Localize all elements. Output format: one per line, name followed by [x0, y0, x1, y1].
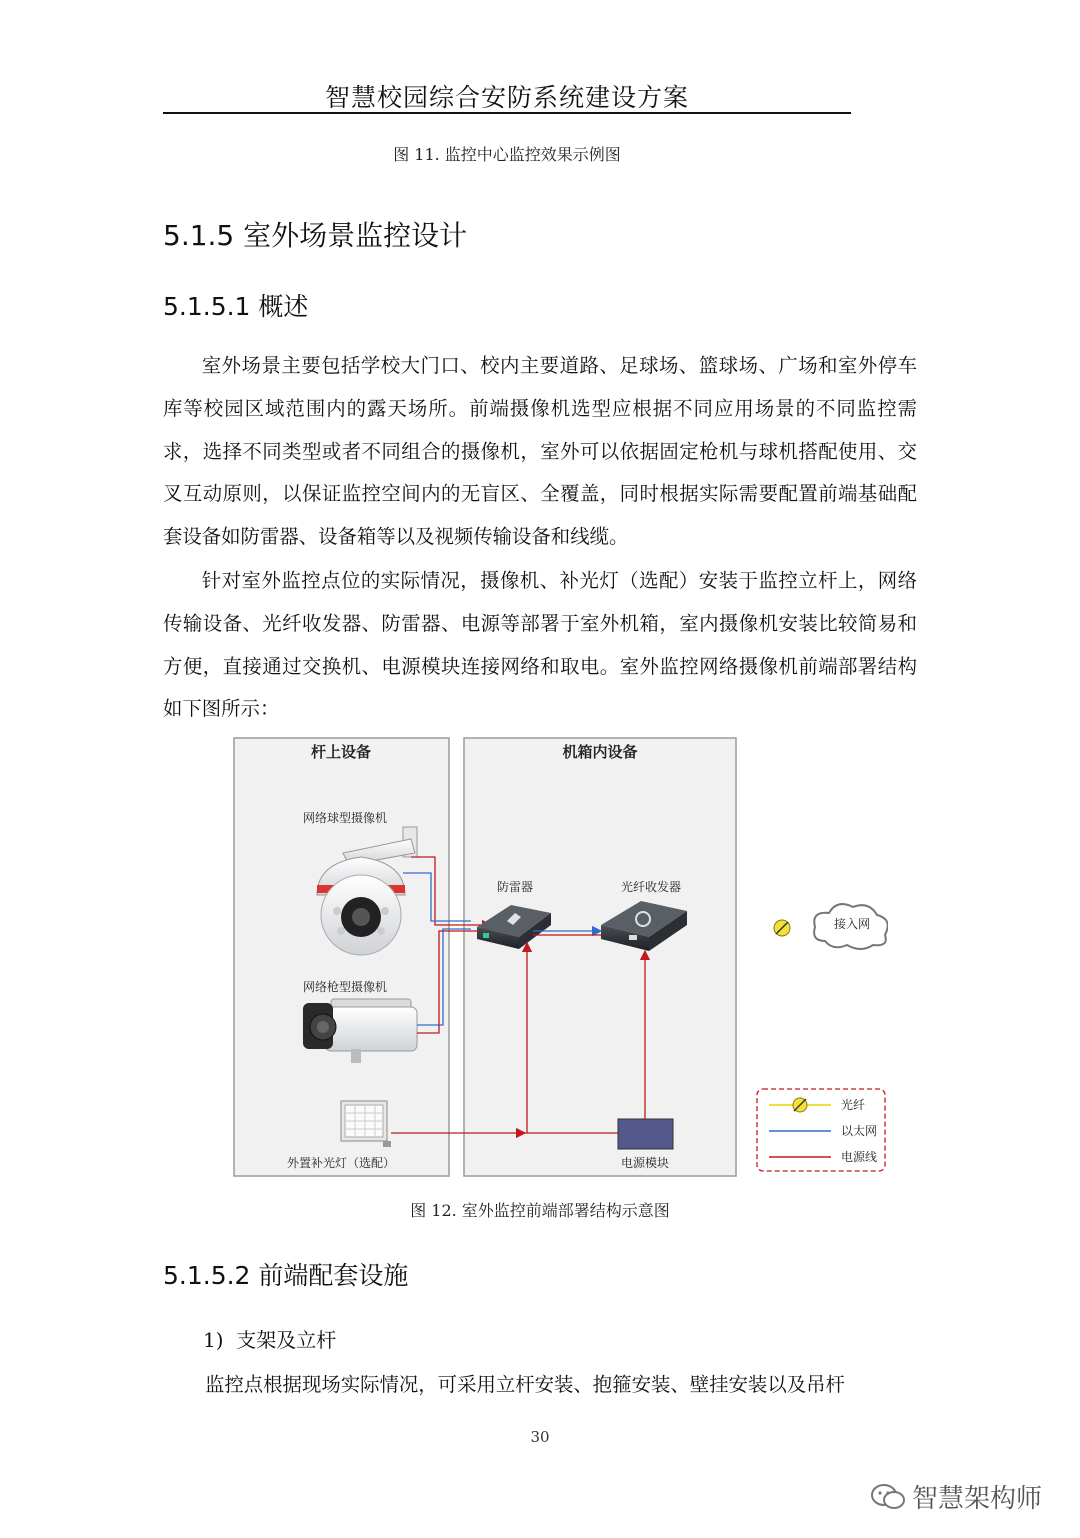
- paragraph-2: 针对室外监控点位的实际情况，摄像机、补光灯（选配）安装于监控立杆上，网络传输设备、光纤收发器、防雷器、电源等部署于室外机箱，室内摄像机安装比较简易和方便，直接通过交换机、电源模块连接网络和取电。室外监控网络摄像机前端部署结构如下图所示：: [163, 569, 917, 721]
- section-title: 室外场景监控设计: [243, 219, 468, 252]
- subsection-heading-facilities: [163, 1256, 408, 1292]
- subsection-number: 5.1.5.2: [163, 1261, 251, 1290]
- fiber-transceiver-label: 光纤收发器: [620, 880, 682, 894]
- header-title: 智慧校园综合安防系统建设方案: [324, 83, 689, 112]
- bullet-camera-label: 网络枪型摄像机: [302, 980, 388, 994]
- list-item-marker: 1): [203, 1328, 224, 1352]
- fill-light-label: 外置补光灯（选配）: [286, 1156, 396, 1170]
- panel-left-title: 杆上设备: [310, 743, 372, 761]
- list-item-text: 支架及立杆: [236, 1328, 337, 1352]
- power-module-label: 电源模块: [620, 1156, 670, 1170]
- subsection-number: 5.1.5.1: [163, 292, 251, 321]
- legend-power-label: 电源线: [841, 1150, 878, 1164]
- legend-fiber-label: 光纤: [841, 1098, 866, 1112]
- access-network-label: 接入网: [833, 917, 871, 931]
- fiber-symbol-icon: [774, 920, 790, 936]
- deployment-diagram: [233, 735, 888, 1177]
- continued-paragraph: 监控点根据现场实际情况，可采用立杆安装、抱箍安装、壁挂安装以及吊杆: [205, 1373, 845, 1396]
- dome-camera-label: 网络球型摄像机: [302, 811, 388, 825]
- section-heading: [163, 214, 467, 254]
- power-module-icon: [618, 1119, 673, 1149]
- watermark: [870, 1478, 1042, 1515]
- panel-right-title: 机箱内设备: [562, 743, 638, 761]
- panel-cabinet-equipment: [464, 738, 736, 1176]
- paragraph-1: 室外场景主要包括学校大门口、校内主要道路、足球场、篮球场、广场和室外停车库等校园区域范围内的露天场所。前端摄像机选型应根据不同应用场景的不同监控需求，选择不同类型或者不同组合的摄像机，室外可以依据固定枪机与球机搭配使用、交叉互动原则，以保证监控空间内的无盲区、全覆盖，同时根据实际需要配置前端基础配套设备如防雷器、设备箱等以及视频传输设备和线缆。: [163, 354, 917, 549]
- subsection-heading-overview: [163, 287, 308, 323]
- watermark-text: 智慧架构师: [912, 1484, 1043, 1514]
- subsection-title: 前端配套设施: [258, 1261, 409, 1290]
- figure-12-caption: 图 12. 室外监控前端部署结构示意图: [410, 1201, 670, 1220]
- header-rule: [163, 112, 851, 114]
- section-number: 5.1.5: [163, 219, 235, 252]
- page-number: 30: [530, 1428, 550, 1446]
- surge-protector-label: 防雷器: [496, 880, 534, 894]
- fill-light-icon: [341, 1101, 391, 1147]
- legend-ethernet-label: 以太网: [841, 1124, 878, 1138]
- wechat-icon: [870, 1483, 906, 1511]
- subsection-title: 概述: [258, 292, 309, 321]
- figure-11-caption: 图 11. 监控中心监控效果示例图: [393, 145, 621, 164]
- list-item-1: [203, 1324, 336, 1353]
